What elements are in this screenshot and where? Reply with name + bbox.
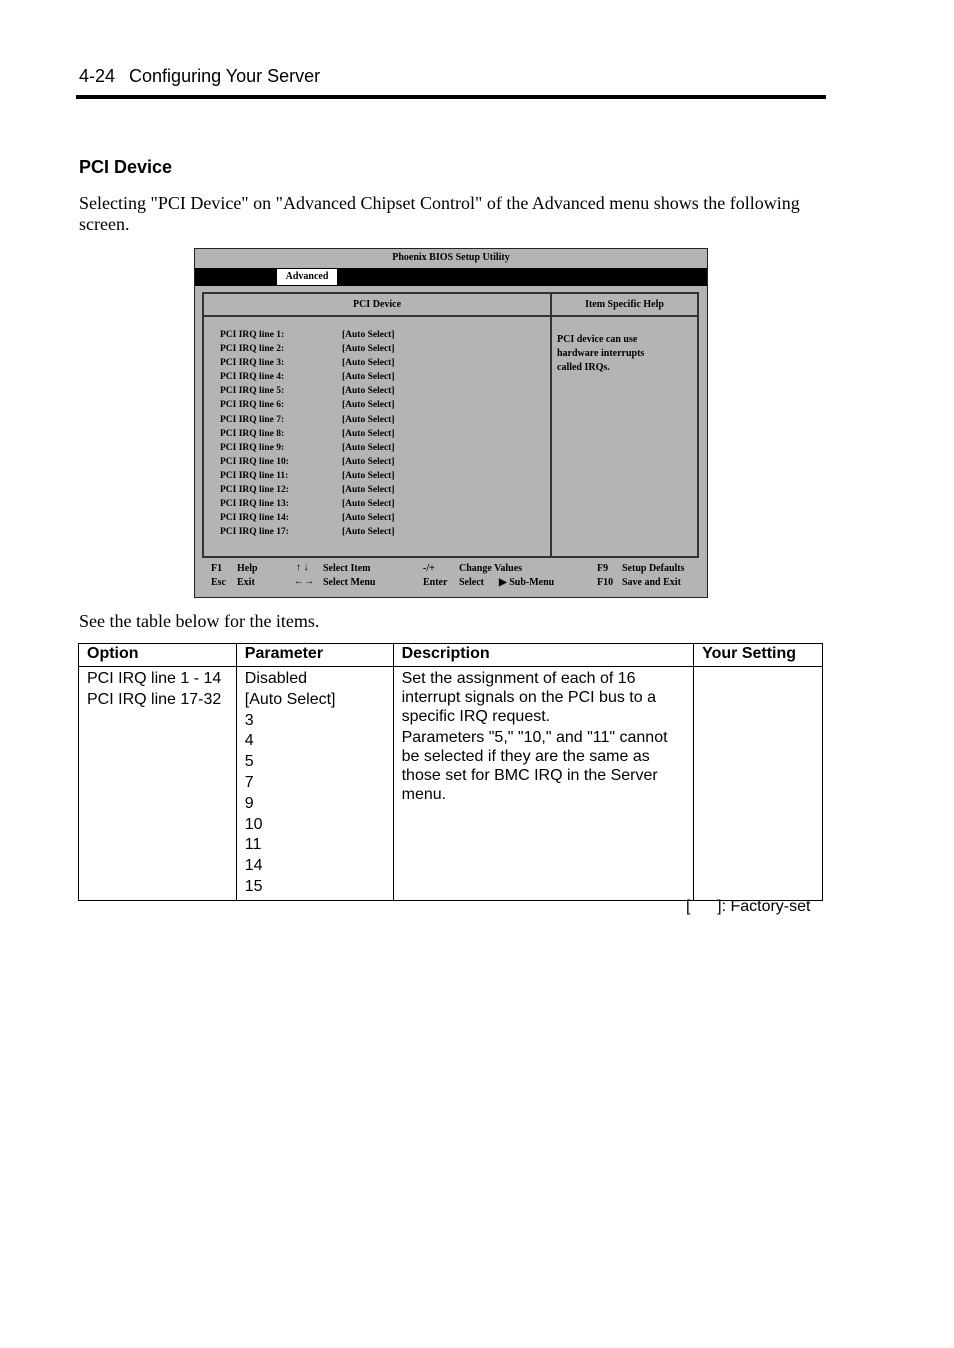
- bios-pane-divider: [550, 294, 552, 556]
- parameter-value: 11: [244, 836, 262, 854]
- bios-item-row[interactable]: [220, 471, 395, 485]
- bios-item-label: PCI IRQ line 1:: [220, 330, 285, 340]
- parameter-value: 5: [244, 753, 254, 771]
- bios-item-value[interactable]: [Auto Select]: [342, 372, 395, 383]
- bios-title: Phoenix BIOS Setup Utility: [392, 252, 510, 263]
- bios-footer-f1-key: F1: [211, 563, 223, 574]
- bios-footer-f9-label: Setup Defaults: [622, 563, 685, 574]
- bios-item-label: PCI IRQ line 4:: [220, 372, 285, 383]
- bios-menu-bar: [195, 268, 707, 286]
- bios-footer-enter-key: Enter: [423, 577, 448, 588]
- table-row: [79, 667, 823, 901]
- parameter-value: 4: [244, 732, 254, 750]
- bios-item-value[interactable]: [Auto Select]: [342, 344, 395, 355]
- bios-item-row[interactable]: [220, 443, 395, 457]
- parameter-value: 15: [244, 877, 263, 895]
- bios-screenshot: [194, 248, 708, 598]
- header-description: Description: [393, 644, 694, 667]
- parameter-value: 7: [244, 773, 254, 791]
- bios-item-value[interactable]: [Auto Select]: [342, 485, 395, 496]
- bios-item-label: PCI IRQ line 14:: [220, 513, 289, 524]
- bios-item-row[interactable]: [220, 372, 395, 386]
- bios-footer-submenu-label: ▶ Sub-Menu: [499, 577, 555, 588]
- bios-left-pane-title: PCI Device: [352, 299, 402, 310]
- bios-item-label: PCI IRQ line 12:: [220, 485, 289, 496]
- bios-footer-enter-label: Select: [459, 577, 484, 588]
- header-your-setting: Your Setting: [694, 644, 823, 667]
- parameter-value: 14: [244, 857, 263, 875]
- bios-footer-f10-key: F10: [597, 577, 614, 588]
- bios-footer-leftright-label: Select Menu: [323, 577, 376, 588]
- bios-item-label: PCI IRQ line 10:: [220, 456, 289, 467]
- description-paragraph: Parameters "5," "10," and "11" cannot be selected if they are the same as those set for BMC IRQ in the Server menu.: [401, 729, 668, 803]
- bios-footer-leftright-key: ←→: [294, 576, 314, 587]
- parameter-value: Disabled: [244, 670, 308, 687]
- bios-title-divider: [204, 315, 697, 317]
- items-table: [78, 643, 823, 901]
- page-header: [79, 66, 320, 87]
- header-option: Option: [79, 644, 237, 667]
- bios-item-value[interactable]: [Auto Select]: [342, 386, 395, 397]
- bios-footer-esc-key: Esc: [211, 577, 226, 588]
- option-cell: [79, 667, 237, 901]
- bios-item-list: [220, 330, 395, 541]
- bios-item-value[interactable]: [Auto Select]: [342, 470, 395, 481]
- intro-paragraph: Selecting "PCI Device" on "Advanced Chipset Control" of the Advanced menu shows the following screen.: [79, 193, 800, 234]
- bios-footer-updown-key: ↑ ↓: [296, 562, 309, 573]
- table-header-row: [79, 644, 823, 667]
- parameter-value: [Auto Select]: [244, 690, 336, 708]
- bios-item-label: PCI IRQ line 13:: [220, 499, 289, 510]
- bios-item-value[interactable]: [Auto Select]: [342, 400, 395, 411]
- parameter-value: 9: [244, 794, 254, 812]
- bios-item-value[interactable]: [Auto Select]: [342, 499, 395, 510]
- bios-item-row[interactable]: [220, 344, 395, 358]
- bios-item-row[interactable]: [220, 330, 395, 344]
- bios-help-text: [557, 333, 687, 375]
- chapter-title: Configuring Your Server: [129, 66, 321, 86]
- bios-item-row[interactable]: [220, 358, 395, 372]
- bios-item-value[interactable]: [Auto Select]: [342, 428, 395, 439]
- bios-footer-f9-key: F9: [597, 563, 609, 574]
- bios-frame: [202, 292, 699, 558]
- bios-help-line: hardware interrupts: [557, 348, 645, 359]
- bios-item-value[interactable]: [Auto Select]: [342, 414, 395, 425]
- bios-item-label: PCI IRQ line 5:: [220, 386, 285, 397]
- bios-item-value[interactable]: [Auto Select]: [342, 330, 395, 340]
- bios-item-value[interactable]: [Auto Select]: [342, 513, 395, 524]
- bios-item-row[interactable]: [220, 527, 395, 541]
- your-setting-cell[interactable]: [694, 667, 823, 901]
- factory-set-footnote: [ ]: Factory-set: [686, 898, 811, 915]
- bios-item-label: PCI IRQ line 11:: [220, 470, 289, 481]
- parameter-value: 10: [244, 815, 263, 833]
- bios-footer-plusminus-label: Change Values: [459, 563, 523, 574]
- bios-item-row[interactable]: [220, 499, 395, 513]
- bios-item-row[interactable]: [220, 513, 395, 527]
- description-paragraph: Set the assignment of each of 16 interrupt signals on the PCI bus to a specific IRQ request.: [401, 670, 656, 725]
- option-line: PCI IRQ line 17-32: [87, 690, 222, 708]
- parameter-cell: [236, 667, 393, 901]
- bios-item-row[interactable]: [220, 457, 395, 471]
- bios-item-label: PCI IRQ line 7:: [220, 414, 285, 425]
- bios-tab-advanced[interactable]: Advanced: [277, 269, 337, 285]
- section-title: PCI Device: [79, 157, 173, 177]
- header-rule: [76, 95, 826, 99]
- bios-item-label: PCI IRQ line 17:: [220, 527, 289, 538]
- parameter-value: 3: [244, 711, 254, 729]
- bios-footer-updown-label: Select Item: [323, 563, 371, 574]
- header-parameter: Parameter: [236, 644, 393, 667]
- bios-footer-plusminus-key: -/+: [423, 563, 435, 574]
- bios-help-line: PCI device can use: [557, 334, 638, 345]
- bios-item-row[interactable]: [220, 485, 395, 499]
- bios-item-label: PCI IRQ line 8:: [220, 428, 285, 439]
- bios-item-value[interactable]: [Auto Select]: [342, 456, 395, 467]
- bios-item-label: PCI IRQ line 3:: [220, 358, 285, 369]
- bios-item-row[interactable]: [220, 415, 395, 429]
- bios-item-row[interactable]: [220, 386, 395, 400]
- option-line: PCI IRQ line 1 - 14: [87, 670, 222, 687]
- bios-item-row[interactable]: [220, 429, 395, 443]
- bios-item-label: PCI IRQ line 6:: [220, 400, 285, 411]
- bios-help-line: called IRQs.: [557, 362, 610, 373]
- bios-item-value[interactable]: [Auto Select]: [342, 527, 395, 538]
- bios-item-value[interactable]: [Auto Select]: [342, 442, 395, 453]
- bios-item-label: PCI IRQ line 2:: [220, 344, 285, 355]
- bios-item-row[interactable]: [220, 400, 395, 414]
- bios-footer-f1-label: Help: [237, 563, 258, 574]
- bios-item-label: PCI IRQ line 9:: [220, 442, 285, 453]
- bios-right-pane-title: Item Specific Help: [585, 299, 664, 310]
- description-cell: [393, 667, 694, 901]
- see-table-note: See the table below for the items.: [79, 611, 320, 631]
- bios-item-value[interactable]: [Auto Select]: [342, 358, 395, 369]
- bios-footer-f10-label: Save and Exit: [622, 577, 681, 588]
- page-number: 4-24: [79, 66, 116, 86]
- bios-footer-esc-label: Exit: [237, 577, 255, 588]
